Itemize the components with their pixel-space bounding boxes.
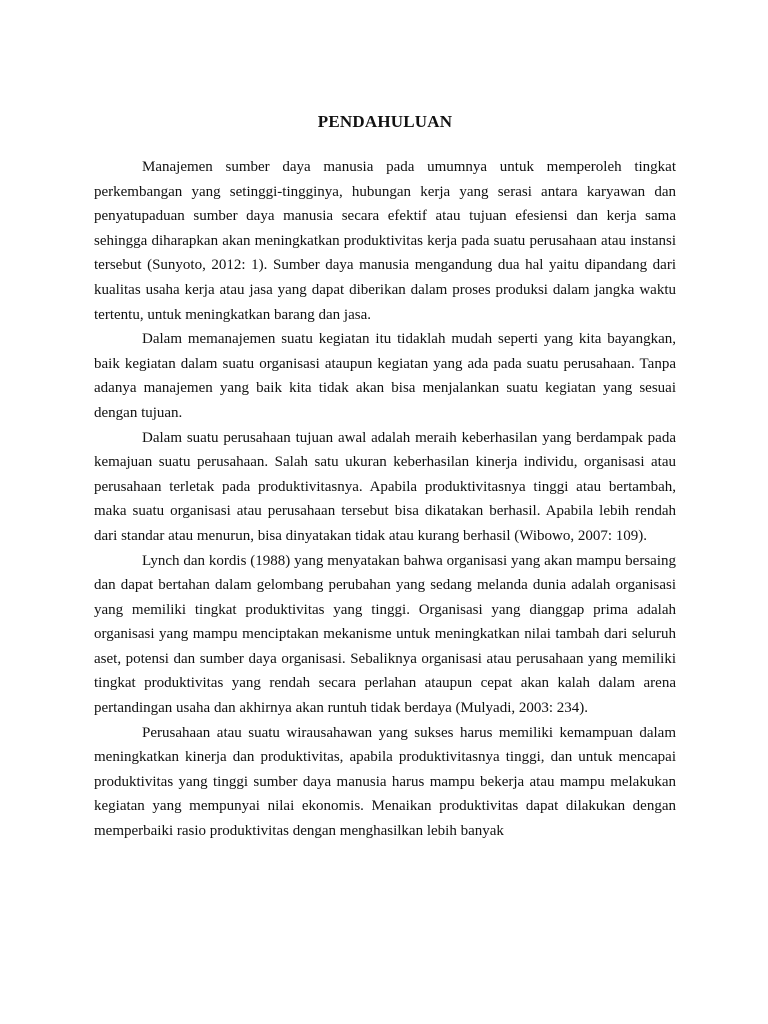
page-title: PENDAHULUAN bbox=[317, 112, 453, 131]
paragraph-3: Dalam suatu perusahaan tujuan awal adalah meraih keberhasilan yang berdampak pada kemajuan suatu perusahaan. Salah satu ukuran keberhasilan kinerja individu, organisasi atau perusahaan terletak pada produktivitasnya. Apabila produktivitasnya tinggi atau bertambah, maka suatu organisasi atau perusahaan tersebut bisa dikatakan berhasil. Apabila lebih rendah dari standar atau menurun, bisa dinyatakan tidak atau kurang berhasil (Wibowo, 2007: 109). bbox=[94, 429, 676, 544]
paragraph-5: Perusahaan atau suatu wirausahawan yang sukses harus memiliki kemampuan dalam meningkatkan kinerja dan produktivitas, apabila produktivitasnya tinggi, dan untuk mencapai produktivitas yang tinggi sumber daya manusia harus mampu bekerja atau mampu melakukan kegiatan yang mempunyai nilai ekonomis. Menaikan produktivitas dapat dilakukan dengan memperbaiki rasio produktivitas dengan menghasilkan lebih banyak bbox=[94, 724, 676, 840]
paragraph-4: Lynch dan kordis (1988) yang menyatakan bahwa organisasi yang akan mampu bersaing dan dapat bertahan dalam gelombang perubahan yang sedang melanda dunia adalah organisasi yang memiliki tingkat produktivitas yang tinggi. Organisasi yang dianggap prima adalah organisasi yang mampu menciptakan mekanisme untuk meningkatkan nilai tambah dari seluruh aset, potensi dan sumber daya organisasi. Sebaliknya organisasi atau perusahaan yang memiliki tingkat produktivitas yang rendah secara perlahan ataupun cepat akan kalah dalam arena pertandingan usaha dan akhirnya akan runtuh tidak berdaya (Mulyadi, 2003: 234). bbox=[94, 552, 676, 717]
paragraph-2: Dalam memanajemen suatu kegiatan itu tidaklah mudah seperti yang kita bayangkan, baik kegiatan dalam suatu organisasi ataupun kegiatan yang ada pada suatu perusahaan. Tanpa adanya manajemen yang baik kita tidak akan bisa menjalankan suatu kegiatan yang sesuai dengan tujuan. bbox=[94, 331, 676, 421]
paragraph-1: Manajemen sumber daya manusia pada umumnya untuk memperoleh tingkat perkembangan yang setinggi-tingginya, hubungan kerja yang serasi antara karyawan dan penyatupaduan sumber daya manusia secara efektif atau tujuan efesiensi dan kerja sama sehingga diharapkan akan meningkatkan produktivitas kerja pada suatu perusahaan atau instansi tersebut (Sunyoto, 2012: 1). Sumber daya manusia mengandung dua hal yaitu dipandang dari kualitas usaha kerja atau jasa yang dapat diberikan dalam proses produksi dalam jangka waktu tertentu, untuk meningkatkan barang dan jasa. bbox=[94, 159, 676, 323]
document-body bbox=[94, 112, 676, 844]
